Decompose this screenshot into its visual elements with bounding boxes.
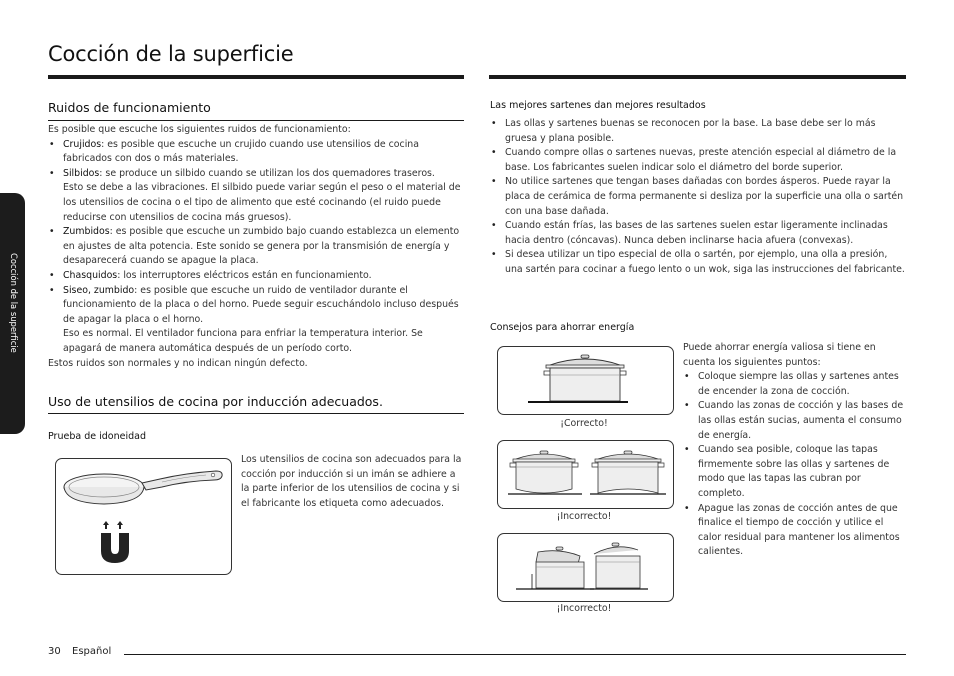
noise-term: Crujidos	[63, 138, 102, 150]
arrow-up-icon	[103, 521, 123, 529]
right-column-rule	[489, 75, 906, 79]
best-pans-heading: Las mejores sartenes dan mejores resultados	[490, 100, 706, 111]
list-item: • Coloque siempre las ollas y sartenes antes de encender la zona de cocción.	[683, 370, 906, 399]
incorrect-base-illustration	[497, 440, 674, 509]
list-item: • Cuando sea posible, coloque las tapas firmemente sobre las ollas y sartenes de modo que las tapas las cubran por completo.	[683, 443, 906, 501]
energy-intro: Puede ahorrar energía valiosa si tiene en cuenta los siguientes puntos:	[683, 342, 876, 368]
list-item: • Las ollas y sartenes buenas se reconocen por la base. La base debe ser lo más gruesa y plana posible.	[490, 117, 907, 146]
correct-pot-illustration	[497, 346, 674, 415]
noise-intro: Es posible que escuche los siguientes ruidos de funcionamiento:	[48, 124, 351, 135]
caption-incorrect-2: ¡Incorrecto!	[556, 603, 612, 614]
noise-extra: Eso es normal. El ventilador funciona para enfriar la temperatura interior. Se apagará de manera automática después de un período corto.	[63, 328, 423, 354]
best-pans-list	[490, 117, 907, 278]
list-item: • Apague las zonas de cocción antes de que finalice el tiempo de cocción y utilice el calor residual para mantener los alimentos calientes.	[683, 502, 906, 560]
noise-outro: Estos ruidos son normales y no indican ningún defecto.	[48, 357, 308, 369]
best-pans-section	[490, 117, 907, 278]
frying-pan-icon	[56, 459, 231, 574]
test-heading: Prueba de idoneidad	[48, 431, 146, 442]
energy-list	[683, 370, 906, 560]
pan-magnet-illustration	[55, 458, 232, 575]
noise-extra: Esto se debe a las vibraciones. El silbido puede variar según el peso o el material de los utensilios de cocina o el tipo de alimento que esté cocinando (el ruido puede reducirse con utensilios de cocina más gruesos).	[63, 182, 461, 223]
concave-pot-icon	[592, 451, 664, 493]
list-item	[48, 225, 462, 269]
noise-term: Silbidos	[63, 167, 100, 179]
list-item	[48, 138, 462, 167]
caption-incorrect-1: ¡Incorrecto!	[556, 511, 612, 522]
list-item	[48, 284, 462, 357]
cooking-pot-icon	[544, 355, 626, 401]
incorrect-lid-illustration	[497, 533, 674, 602]
lid-on-pot-icon	[594, 543, 640, 588]
noise-text: : es posible que escuche un crujido cuando use utensilios de cocina fabricados con dos o más materiales.	[63, 138, 419, 165]
open-lid-pot-icon	[536, 547, 584, 588]
footer-rule	[124, 654, 906, 655]
test-description: Los utensilios de cocina son adecuados para la cocción por inducción si un imán se adhiere a la parte inferior de los utensilios de cocina y si el fabricante los etiqueta como adecuados.	[241, 454, 462, 509]
noise-heading: Ruidos de funcionamiento	[48, 100, 211, 115]
page-number: 30	[48, 646, 61, 657]
list-item: • Si desea utilizar un tipo especial de olla o sartén, por ejemplo, una olla a presión, una sartén para cocinar a fuego lento o un wok, siga las instrucciones del fabricante.	[490, 248, 907, 277]
footer-language: Español	[72, 646, 112, 657]
noise-list	[48, 138, 462, 357]
energy-section	[683, 341, 906, 560]
cookware-heading: Uso de utensilios de cocina por inducción adecuados.	[48, 394, 383, 409]
list-item: • Cuando están frías, las bases de las sartenes suelen estar ligeramente inclinadas hacia dentro (cóncavas). Nunca deben inclinarse hacia afuera (convexas).	[490, 219, 907, 248]
noise-section	[48, 123, 462, 371]
section-side-tab	[0, 193, 25, 434]
page-title: Cocción de la superficie	[48, 42, 294, 66]
left-column-rule	[48, 75, 464, 79]
noise-text: : se produce un silbido cuando se utilizan los dos quemadores traseros.	[99, 167, 435, 179]
noise-text: : los interruptores eléctricos están en funcionamiento.	[117, 269, 372, 281]
list-item: • Cuando compre ollas o sartenes nuevas, preste atención especial al diámetro de la base. Los fabricantes suelen indicar solo el diámetro del borde superior.	[490, 146, 907, 175]
convex-pot-icon	[510, 451, 578, 493]
list-item	[48, 269, 462, 284]
noise-text: : es posible que escuche un ruido de ventilador durante el funcionamiento de la placa o del horno. Puede seguir escuchándolo incluso después de apagar la placa o el horno.	[63, 284, 459, 325]
noise-term: Siseo, zumbido	[63, 284, 135, 296]
noise-term: Chasquidos	[63, 269, 118, 281]
magnet-icon	[101, 533, 129, 563]
cookware-heading-rule	[48, 413, 464, 414]
noise-text: : es posible que escuche un zumbido bajo cuando establezca un elemento en ajustes de alta potencia. Este sonido se genera por la transmisión de energía y desaparecerá cuando se apague la placa.	[63, 226, 460, 267]
side-tab-label: Cocción de la superficie	[9, 253, 19, 353]
caption-correct: ¡Correcto!	[560, 418, 608, 429]
list-item	[48, 167, 462, 225]
list-item: • No utilice sartenes que tengan bases dañadas con bordes ásperos. Puede rayar la placa de cerámica de forma permanente si desliza por la superficie una olla o sartén con una base dañada.	[490, 175, 907, 219]
energy-heading: Consejos para ahorrar energía	[490, 322, 635, 333]
noise-term: Zumbidos	[63, 226, 110, 238]
noise-heading-rule	[48, 120, 464, 121]
list-item: • Cuando las zonas de cocción y las bases de las ollas están sucias, aumenta el consumo de energía.	[683, 399, 906, 443]
